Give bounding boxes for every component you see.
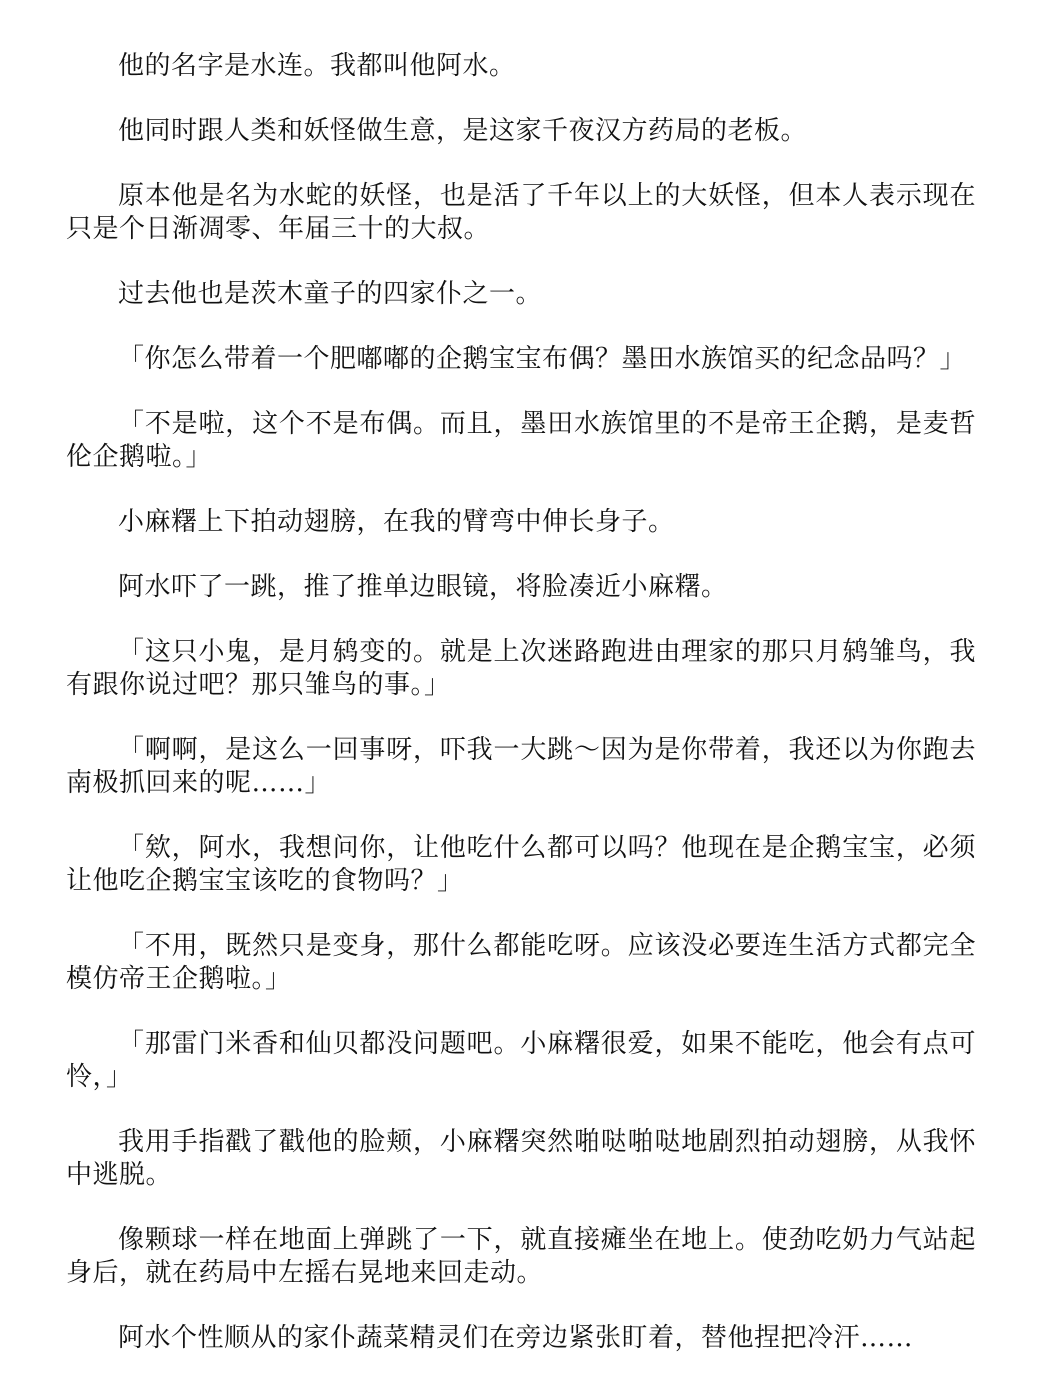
paragraph-3: 原本他是名为水蛇的妖怪，也是活了千年以上的大妖怪，但本人表示现在只是个日渐凋零、年届三十的大叔。 bbox=[66, 181, 976, 244]
paragraph-2: 他同时跟人类和妖怪做生意，是这家千夜汉方药局的老板。 bbox=[118, 116, 808, 146]
paragraph-8: 阿水吓了一跳，推了推单边眼镜，将脸凑近小麻糬。 bbox=[118, 572, 728, 602]
paragraph-10: 「啊啊，是这么一回事呀，吓我一大跳～因为是你带着，我还以为你跑去南极抓回来的呢……」 bbox=[66, 735, 976, 798]
paragraph-4: 过去他也是茨木童子的四家仆之一。 bbox=[118, 279, 543, 309]
paragraph-1: 他的名字是水连。我都叫他阿水。 bbox=[118, 51, 516, 81]
paragraph-7: 小麻糬上下拍动翅膀，在我的臂弯中伸长身子。 bbox=[118, 507, 675, 537]
paragraph-11: 「欸，阿水，我想问你，让他吃什么都可以吗？他现在是企鹅宝宝，必须让他吃企鹅宝宝该吃的食物吗？」 bbox=[66, 833, 976, 896]
paragraph-6: 「不是啦，这个不是布偶。而且，墨田水族馆里的不是帝王企鹅，是麦哲伦企鹅啦。」 bbox=[66, 409, 976, 472]
paragraph-16: 阿水个性顺从的家仆蔬菜精灵们在旁边紧张盯着，替他捏把冷汗…… bbox=[118, 1323, 914, 1353]
paragraph-13: 「那雷门米香和仙贝都没问题吧。小麻糬很爱，如果不能吃，他会有点可怜，」 bbox=[66, 1029, 976, 1092]
paragraph-14: 我用手指戳了戳他的脸颊，小麻糬突然啪哒啪哒地剧烈拍动翅膀，从我怀中逃脱。 bbox=[66, 1127, 976, 1190]
paragraph-12: 「不用，既然只是变身，那什么都能吃呀。应该没必要连生活方式都完全模仿帝王企鹅啦。」 bbox=[66, 931, 976, 994]
paragraph-15: 像颗球一样在地面上弹跳了一下，就直接瘫坐在地上。使劲吃奶力气站起身后，就在药局中左摇右晃地来回走动。 bbox=[66, 1225, 976, 1288]
paragraph-5: 「你怎么带着一个肥嘟嘟的企鹅宝宝布偶？墨田水族馆买的纪念品吗？」 bbox=[118, 344, 967, 374]
document-page bbox=[66, 50, 976, 1387]
paragraph-9: 「这只小鬼，是月鸫变的。就是上次迷路跑进由理家的那只月鸫雏鸟，我有跟你说过吧？那只雏鸟的事。」 bbox=[66, 637, 976, 700]
